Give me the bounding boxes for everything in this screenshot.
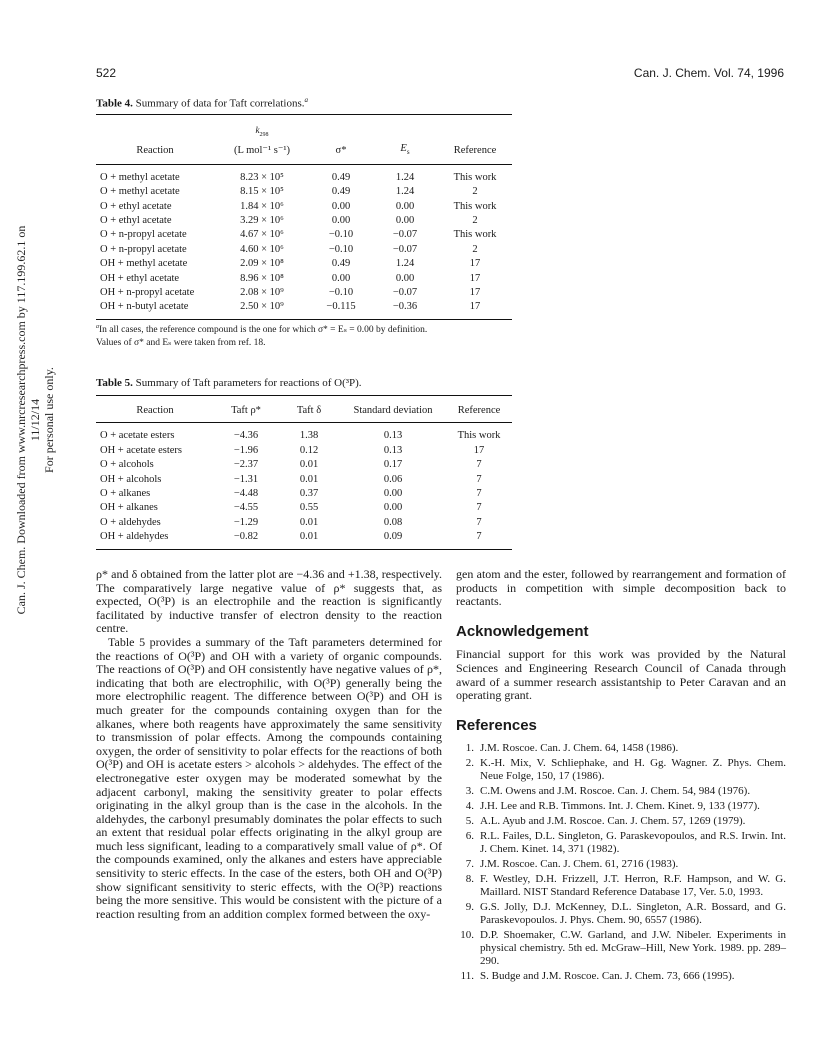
cell-reaction: OH + ethyl acetate xyxy=(100,272,180,284)
cell-reaction: O + alkanes xyxy=(100,488,151,500)
cell-sd: 0.08 xyxy=(383,516,403,528)
body-left-paragraph-1: ρ* and δ obtained from the latter plot are −4.36 and +1.38, respectively. The comparatively large negative value of ρ* suggests that, as expected, O(³P) is an electrophile and the reaction is significantly facilitated by inductive transfer of electron density to the reaction centre. xyxy=(96,567,442,636)
reference-item xyxy=(456,858,786,871)
table4-header-es-sub: s xyxy=(406,148,410,157)
body-right-column xyxy=(456,568,786,985)
reference-text: F. Westley, D.H. Frizzell, J.T. Herron, R.F. Hampson, and W. G. Maillard. NIST Standard Reference Database 17, Ver. 5.0, 1993. xyxy=(480,873,786,899)
table5-header-rho: Taft ρ* xyxy=(214,396,278,423)
cell-k: 2.09 × 10⁸ xyxy=(240,258,284,270)
cell-reaction: OH + n-butyl acetate xyxy=(96,300,214,319)
table-row xyxy=(96,200,512,214)
reference-text: R.L. Failes, D.L. Singleton, G. Paraskevopoulos, and R.S. Irwin. Int. J. Chem. Kinet. 14, 371 (1982). xyxy=(480,830,786,856)
cell-rho: −1.29 xyxy=(233,516,259,528)
cell-reaction: OH + alcohols xyxy=(100,473,162,485)
watermark-line-1: Can. J. Chem. Downloaded from www.nrcresearchpress.com by 117.199.62.1 on 11/12/14 xyxy=(14,225,42,615)
table4-caption-mark: a xyxy=(304,96,309,104)
reference-number: 1. xyxy=(465,742,474,755)
body-left-column xyxy=(96,568,442,921)
cell-delta: 0.01 xyxy=(299,473,319,485)
cell-reaction: OH + methyl acetate xyxy=(100,258,188,270)
reference-text: J.M. Roscoe. Can. J. Chem. 64, 1458 (1986). xyxy=(480,742,679,755)
cell-sigma: 0.00 xyxy=(331,272,351,284)
table-row xyxy=(96,272,512,286)
table5-header-reaction: Reaction xyxy=(96,396,214,423)
cell-sd: 0.06 xyxy=(383,473,403,485)
table5-header-reference: Reference xyxy=(446,396,512,423)
cell-ref: 7 xyxy=(476,516,482,528)
table-row xyxy=(96,423,512,444)
table5-caption-text: Summary of Taft parameters for reactions of O(³P). xyxy=(135,377,362,389)
table4-k-symbol: k xyxy=(255,125,260,135)
reference-text: G.S. Jolly, D.J. McKenney, D.L. Singleton, A.R. Bossard, and G. Paraskevopoulos. J. Phys. Chem. 90, 6557 (1986). xyxy=(480,901,786,927)
cell-sigma: 0.00 xyxy=(331,200,351,212)
cell-sigma: 0.49 xyxy=(331,186,351,198)
reference-number: 4. xyxy=(465,800,474,813)
reference-number: 11. xyxy=(460,970,474,983)
cell-rho: −1.96 xyxy=(233,444,259,456)
cell-ref: This work xyxy=(453,171,497,183)
table4-header-reaction: Reaction xyxy=(96,142,214,164)
cell-ref: This work xyxy=(453,229,497,241)
reference-text: C.M. Owens and J.M. Roscoe. Can. J. Chem. 54, 984 (1976). xyxy=(480,785,751,798)
table-row xyxy=(96,530,512,549)
cell-sd: 0.17 xyxy=(383,459,403,471)
table4-label: Table 4. xyxy=(96,97,133,110)
reference-number: 10. xyxy=(460,929,474,942)
table4-caption xyxy=(96,96,308,110)
reference-text: K.-H. Mix, V. Schliephake, and H. Gg. Wagner. Z. Phys. Chem. Neue Folge, 150, 17 (1986). xyxy=(480,757,786,783)
cell-k: 8.96 × 10⁸ xyxy=(240,272,284,284)
cell-es: −0.07 xyxy=(392,286,418,298)
watermark-line-2: For personal use only. xyxy=(42,367,56,473)
cell-ref: 7 xyxy=(476,502,482,514)
cell-delta: 0.01 xyxy=(278,530,340,549)
cell-es: −0.36 xyxy=(372,300,438,319)
reference-text: D.P. Shoemaker, C.W. Garland, and J.W. Nibeler. Experiments in physical chemistry. 5th ed. McGraw–Hill, New York. 1989. pp. 289–290. xyxy=(480,929,786,968)
reference-item xyxy=(456,800,786,813)
cell-es: 1.24 xyxy=(395,171,415,183)
table-row xyxy=(96,257,512,271)
reference-item xyxy=(456,830,786,856)
cell-ref: 7 xyxy=(476,473,482,485)
cell-es: −0.07 xyxy=(392,229,418,241)
cell-rho: −4.55 xyxy=(233,502,259,514)
cell-reaction: O + methyl acetate xyxy=(100,171,180,183)
cell-ref: 17 xyxy=(469,286,481,298)
cell-sd: 0.13 xyxy=(383,444,403,456)
cell-ref: 7 xyxy=(476,488,482,500)
cell-reaction: O + ethyl acetate xyxy=(100,214,172,226)
reference-number: 5. xyxy=(465,815,474,828)
body-right-paragraph-1: gen atom and the ester, followed by rearrangement and formation of products in competition with simple decomposition back to reactants. xyxy=(456,567,786,609)
table-row xyxy=(96,487,512,501)
cell-rho: −2.37 xyxy=(233,459,259,471)
download-watermark xyxy=(14,225,56,630)
table5-header-delta: Taft δ xyxy=(278,396,340,423)
table4-header-k-units: (L mol⁻¹ s⁻¹) xyxy=(214,142,310,164)
table4-header-sigma: σ* xyxy=(310,142,372,164)
cell-reaction: OH + acetate esters xyxy=(100,444,183,456)
cell-reaction: OH + alkanes xyxy=(100,502,158,514)
reference-item xyxy=(456,815,786,828)
cell-reaction: O + n-propyl acetate xyxy=(100,229,187,241)
reference-number: 2. xyxy=(465,757,474,770)
cell-ref: 7 xyxy=(446,530,512,549)
table4-k-sub: 298 xyxy=(259,131,269,138)
cell-ref: 17 xyxy=(473,444,485,456)
table4-header-es: E xyxy=(400,143,407,155)
table-row xyxy=(96,300,512,319)
reference-text: J.H. Lee and R.B. Timmons. Int. J. Chem. Kinet. 9, 133 (1977). xyxy=(480,800,760,813)
table4-footnote-line2: Values of σ* and Eₛ were taken from ref. 18. xyxy=(96,338,266,349)
reference-item xyxy=(456,742,786,755)
cell-sd: 0.13 xyxy=(383,430,403,442)
cell-reaction: O + alcohols xyxy=(100,459,154,471)
references-heading: References xyxy=(456,716,537,734)
cell-sigma: 0.49 xyxy=(331,258,351,270)
reference-item xyxy=(456,970,786,983)
table4-footnote-mark: a xyxy=(96,324,99,330)
cell-sd: 0.00 xyxy=(383,488,403,500)
acknowledgement-text: Financial support for this work was provided by the Natural Sciences and Engineering Research Council of Canada through award of a summer research assistantship to Peter Caravan and an operating grant. xyxy=(456,647,786,703)
cell-rho: −1.31 xyxy=(233,473,259,485)
cell-ref: 2 xyxy=(472,243,478,255)
cell-k: 2.08 × 10⁹ xyxy=(240,286,284,298)
cell-es: 0.00 xyxy=(395,214,415,226)
cell-reaction: OH + n-propyl acetate xyxy=(100,286,195,298)
cell-delta: 0.55 xyxy=(299,502,319,514)
cell-delta: 1.38 xyxy=(299,430,319,442)
cell-k: 2.50 × 10⁹ xyxy=(214,300,310,319)
reference-item xyxy=(456,901,786,927)
cell-ref: 17 xyxy=(469,258,481,270)
table4-header-reference: Reference xyxy=(438,142,512,164)
cell-sigma: −0.115 xyxy=(310,300,372,319)
table-row xyxy=(96,286,512,300)
cell-es: 0.00 xyxy=(395,200,415,212)
reference-list xyxy=(456,742,786,983)
cell-k: 8.15 × 10⁵ xyxy=(240,186,284,198)
reference-number: 8. xyxy=(465,873,474,886)
cell-k: 4.60 × 10⁶ xyxy=(240,243,284,255)
table-row xyxy=(96,164,512,185)
reference-item xyxy=(456,929,786,968)
cell-delta: 0.37 xyxy=(299,488,319,500)
cell-k: 1.84 × 10⁶ xyxy=(240,200,284,212)
cell-delta: 0.01 xyxy=(299,459,319,471)
reference-number: 9. xyxy=(465,901,474,914)
reference-item xyxy=(456,757,786,783)
table-row xyxy=(96,243,512,257)
table4-footnote xyxy=(96,321,516,350)
cell-sd: 0.09 xyxy=(340,530,446,549)
cell-rho: −4.36 xyxy=(233,430,259,442)
table5-caption xyxy=(96,377,362,389)
cell-es: 1.24 xyxy=(395,186,415,198)
cell-sigma: 0.49 xyxy=(331,171,351,183)
cell-delta: 0.12 xyxy=(299,444,319,456)
cell-sigma: −0.10 xyxy=(328,286,354,298)
table5-header-sd: Standard deviation xyxy=(340,396,446,423)
cell-sigma: −0.10 xyxy=(328,243,354,255)
cell-reaction: O + ethyl acetate xyxy=(100,200,172,212)
cell-ref: 7 xyxy=(476,459,482,471)
reference-number: 7. xyxy=(465,858,474,871)
reference-text: A.L. Ayub and J.M. Roscoe. Can. J. Chem. 57, 1269 (1979). xyxy=(480,815,746,828)
cell-sigma: 0.00 xyxy=(331,214,351,226)
cell-reaction: O + aldehydes xyxy=(100,516,161,528)
cell-ref: This work xyxy=(457,430,501,442)
cell-es: 1.24 xyxy=(395,258,415,270)
reference-item xyxy=(456,873,786,899)
cell-k: 4.67 × 10⁶ xyxy=(240,229,284,241)
table-row xyxy=(96,516,512,530)
cell-ref: 2 xyxy=(472,186,478,198)
table-row xyxy=(96,501,512,515)
cell-k: 3.29 × 10⁶ xyxy=(240,214,284,226)
reference-number: 3. xyxy=(465,785,474,798)
cell-reaction: O + methyl acetate xyxy=(100,186,180,198)
cell-reaction: OH + aldehydes xyxy=(96,530,214,549)
cell-sigma: −0.10 xyxy=(328,229,354,241)
table5 xyxy=(96,395,512,550)
acknowledgement-heading: Acknowledgement xyxy=(456,622,589,640)
table-row xyxy=(96,228,512,242)
cell-ref: 17 xyxy=(469,272,481,284)
cell-ref: 2 xyxy=(472,214,478,226)
cell-es: −0.07 xyxy=(392,243,418,255)
cell-reaction: O + acetate esters xyxy=(100,430,175,442)
reference-text: J.M. Roscoe. Can. J. Chem. 61, 2716 (1983). xyxy=(480,858,679,871)
cell-rho: −4.48 xyxy=(233,488,259,500)
body-left-paragraph-2: Table 5 provides a summary of the Taft parameters determined for the reactions of O(³P) and OH with a variety of organic compounds. The reactions of O(³P) and OH consistently have negative values of ρ*, indicating that both are electrophilic, with O(³P) generally being the more electrophilic reagent. The difference between O(³P) and OH is much greater for the compounds containing oxygen than for the alkanes, where both reagents have approximately the same sensitivity to transmission of polar effects. Among the compounds containing oxygen, the order of sensitivity to polar effects for the reactions of both O(³P) and OH is acetate esters > alcohols > aldehydes. The effect of the electronegative ester oxygen may be moderated somewhat by the adjacent carbonyl, making the sensitivity greater to polar effects originating in the alkyl group than is the case in the alcohols. In the aldehydes, the carbonyl presumably dominates the polar effects to such an extent that residual polar effects originating in the alkyl group are much less significant, leading to a comparatively small value of ρ*. Of the compounds examined, only the alkanes and esters have appreciable sensitivity to steric effects. In the case of the esters, both OH and O(³P) show significant sensitivity to steric effects, with the O(³P) reactions being the more sensitive. This would be consistent with the picture of a reaction resulting from an addition complex formed between the oxy- xyxy=(96,634,442,921)
cell-delta: 0.01 xyxy=(299,516,319,528)
running-head: Can. J. Chem. Vol. 74, 1996 xyxy=(633,66,784,80)
cell-ref: This work xyxy=(453,200,497,212)
reference-item xyxy=(456,785,786,798)
table4-caption-text: Summary of data for Taft correlations. xyxy=(135,97,305,110)
reference-number: 6. xyxy=(465,830,474,843)
table-row xyxy=(96,214,512,228)
table4 xyxy=(96,114,512,320)
cell-k: 8.23 × 10⁵ xyxy=(240,171,284,183)
table-row xyxy=(96,473,512,487)
table4-footnote-line1: In all cases, the reference compound is the one for which σ* = Eₛ = 0.00 by definition. xyxy=(99,325,428,336)
table-row xyxy=(96,444,512,458)
table-row xyxy=(96,458,512,472)
page-number: 522 xyxy=(96,66,117,80)
cell-reaction: O + n-propyl acetate xyxy=(100,243,187,255)
cell-ref: 17 xyxy=(438,300,512,319)
table5-label: Table 5. xyxy=(96,377,133,389)
table-row xyxy=(96,185,512,199)
cell-sd: 0.00 xyxy=(383,502,403,514)
reference-text: S. Budge and J.M. Roscoe. Can. J. Chem. 73, 666 (1995). xyxy=(480,970,735,983)
cell-rho: −0.82 xyxy=(214,530,278,549)
cell-es: 0.00 xyxy=(395,272,415,284)
